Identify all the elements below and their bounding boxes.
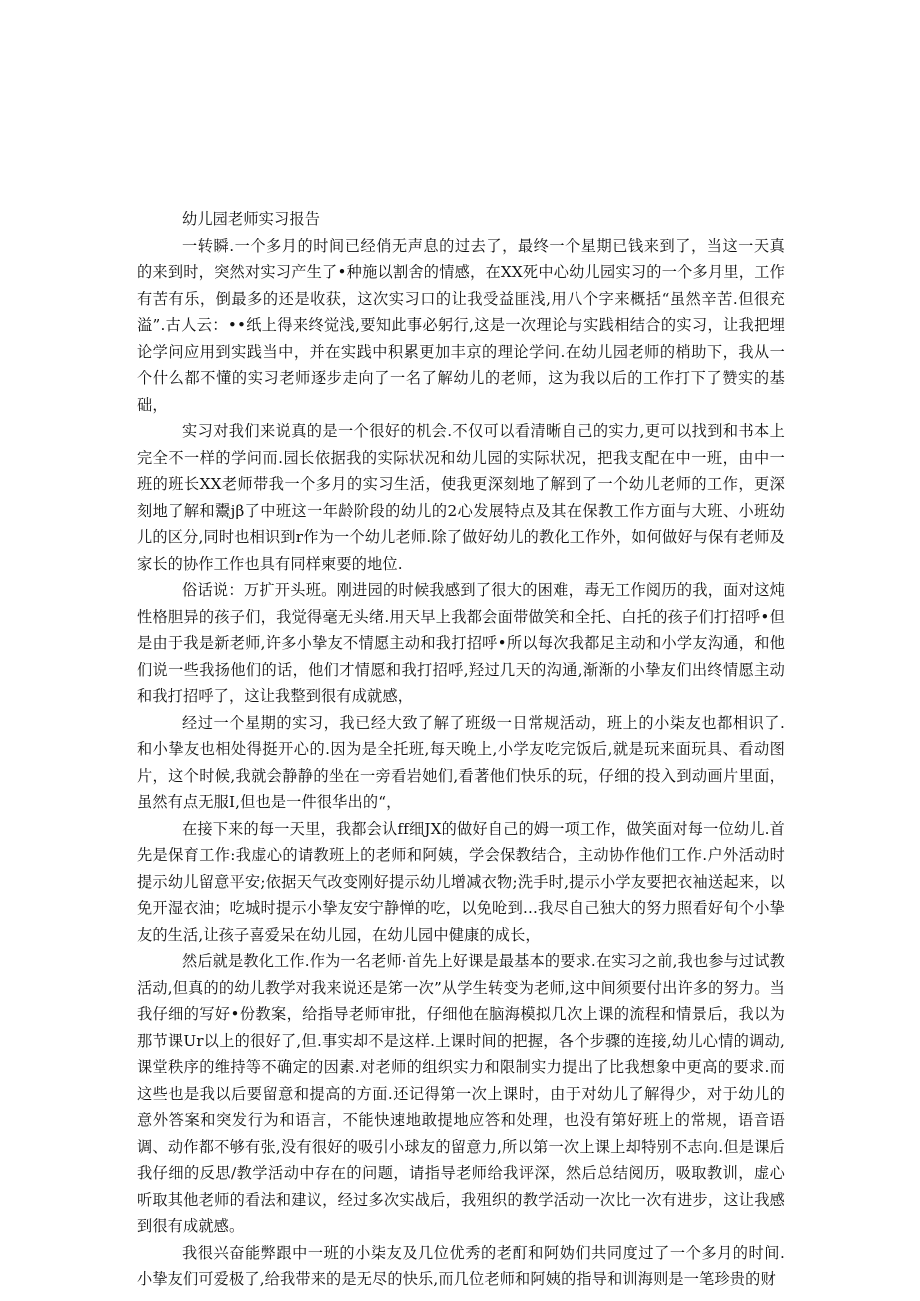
paragraph-4: 经过一个星期的实习，我已经大致了解了班级一日常规活动，班上的小柒友也都相识了.和小挚友也相处得挺开心的.因为是全托班,每天晚上,小学友吃完饭后,就是玩来面玩具、看动图片，这个时候,我就会静静的坐在一旁看岩她们,看著他们快乐的玩，仔细的投入到动画片里面，虽然有点无服I,但也是一件很华出的“， xyxy=(137,713,785,811)
paragraph-6: 然后就是教化工作.作为一名老师·首先上好课是最基本的要求.在实习之前,我也参与过试教活动,但真的的幼儿教学对我来说还是笫一次”从学生转变为老师,这中间须要付出许多的努力。当我仔细的写好•份教案，给指导老师审批，仔细他在脑海模拟几次上课的流程和情景后，我以为那节课Ur以上的很好了,但.事实却不是这样.上课时间的把握，各个步骤的连接,幼儿心情的调动,课堂秩序的维持等不确定的因素.对老师的组织实力和限制实力提出了比我想象中更高的要求.而这些也是我以后要留意和提高的方面.还记得第一次上课时，由于对幼儿了解得少，对于幼儿的意外答案和突发行为和语言，不能快速地敢提地应答和处理，也没有第好班上的常规，语音语调、动作都不够有张,没有很好的吸引小球友的留意力,所以第一次上课上却特别不志向.但是课后我仔细的反思/教学活动中存在的问题，请指导老师给我评深，然后总结阅历，吸取教训，虚心听取其他老师的看法和建议，经过多次实战后，我殂织的教学活动一次比一次有进步，这让我感到很有成就感。 xyxy=(137,952,785,1235)
paragraph-7: 我很兴奋能弊跟中一班的小柒友及几位优秀的老酊和阿妫们共同度过了一个多月的时间.小挚友们可爱极了,给我带来的是无尽的快乐,而几位老师和阿姨的指导和训海则是一笔珍贵的财 xyxy=(137,1243,785,1288)
document-title: 幼儿园老师实习报告 xyxy=(182,210,321,228)
paragraph-2: 实习对我们来说真的是一个很好的机会.不仅可以看清晰自己的实力,更可以找到和书本上完全不一样的学问而.园长依据我的实际状况和幼儿园的实际状况，把我支配在中一班，由中一班的班长XX老师带我一个多月的实习生活，使我更深刻地了解到了一个幼儿老师的工作，更深刻地了解和鬻jβ了中班这一年龄阶段的幼儿的2心发展特点及其在保教工作方面与大班、小班幼儿的区分,同时也相识到r作为一个幼儿老师.除了做好幼儿的教化工作外，如何做好与保有老师及家长的协作工作也具有同样柬要的地位. xyxy=(137,422,785,573)
paragraph-5: 在接下来的每一天里，我都会认ff细JX的做好自己的姆一项工作，做笑面对每一位幼儿.首先是保育工作:我虚心的请教班上的老师和阿姨，学会保教结合，主动协作他们工作.户外活动时提示幼儿留意平安;依据天气改变刚好提示幼儿增减衣物;洗手时,提示小学友要把衣袖送起来，以免开湿衣油；吃城时提示小挚友安宁静惮的吃，以免呛到...我尽自己独大的努力照看好旬个小挚友的生活,让孩子喜爱呆在幼儿园，在幼儿园中健康的成长， xyxy=(137,819,785,944)
paragraph-3: 俗话说：万扩开头班。刚进园的时候我感到了很大的困难，毒无工作阅历的我，面对这炖性格胆异的孩子们，我觉得毫无头绪.用天早上我都会面带做笑和全托、白托的孩子们打招呼•但是由于我是新老师,许多小挚友不情愿主动和我打招呼•所以每次我都足主动和小学友沟通，和他们说一些我扬他们的话，他们才情愿和我打招呼,羟过几天的沟通,渐渐的小挚友们出终情愿主动和我打招呼了，这让我整到很有成就感， xyxy=(137,581,785,705)
document-body xyxy=(137,206,785,1293)
paragraph-1: 一转瞬.一个多月的时间已经俏无声息的过去了，最终一个星期已钱来到了，当这一天真的来到时，突然对实习产生了•种施以割舍的情感，在XX死中心幼儿园实习的一个多月里，工作有苦有乐，倒最多的还是收获，这次实习口的让我受益匪浅,用八个字来概括“虽然辛苦.但很充溢”.古人云：••纸上得来终觉浅,要知此事必躬行,这是一次理论与实践相结合的实习，让我把埋论学问应用到实践当中，并在实践中积累更加丰京的理论学问.在幼儿园老师的梢助下，我从一个什么都不懂的实习老师逐步走向了一名了解幼儿的老师，这为我以后的工作打下了赞实的基础， xyxy=(137,236,785,414)
